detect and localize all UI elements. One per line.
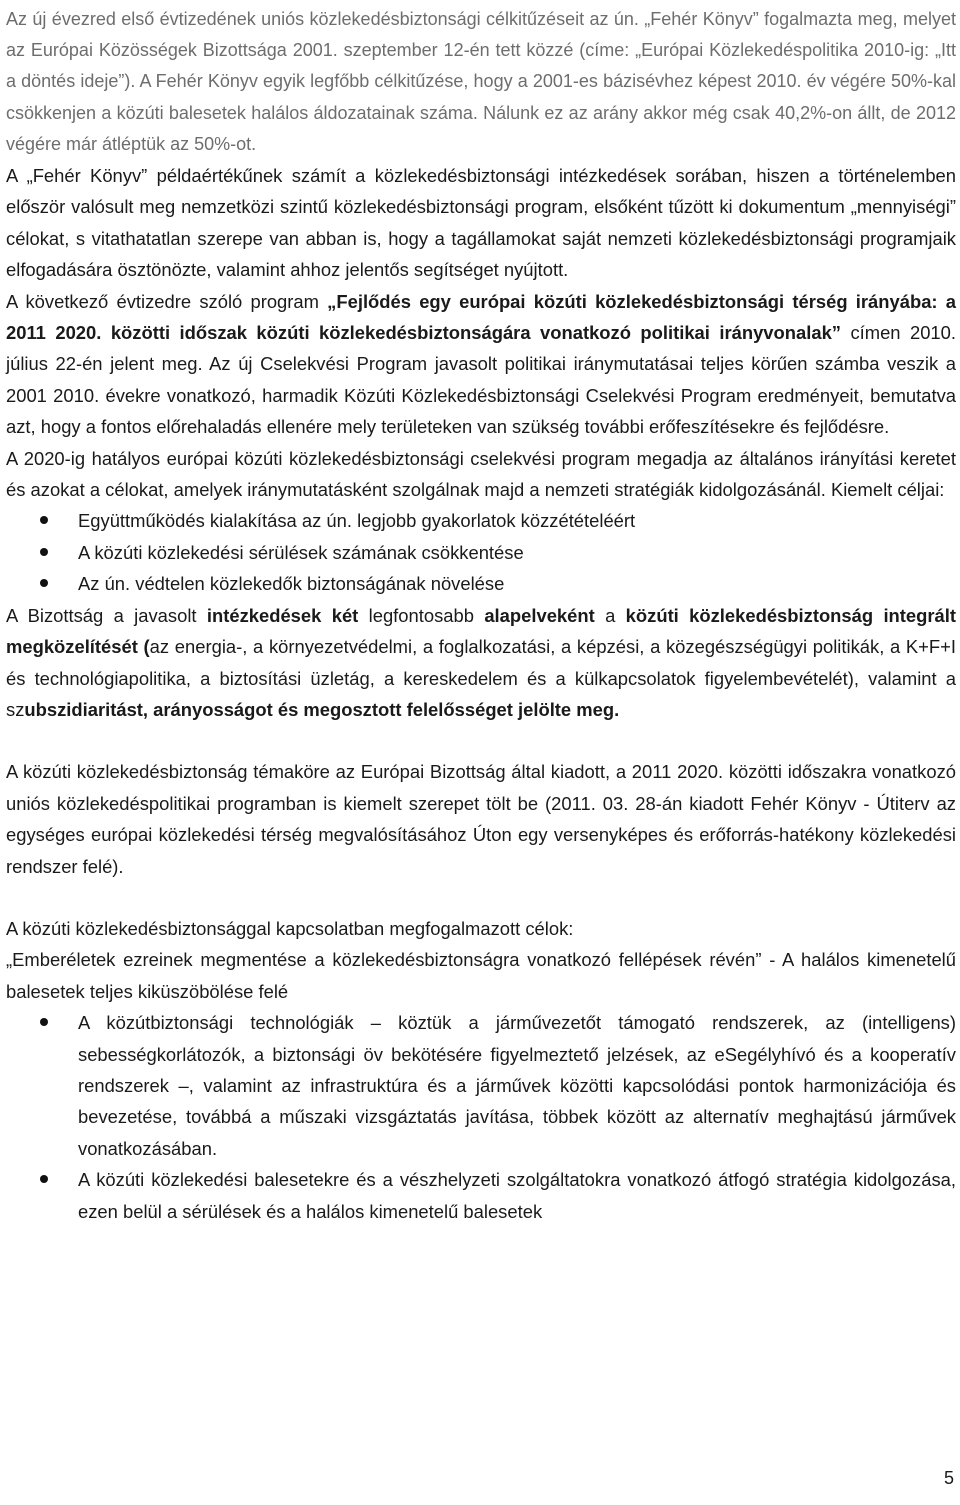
document-page	[6, 4, 956, 1227]
paragraph-commission-principles	[6, 600, 956, 726]
paragraph-2020-program: A 2020-ig hatályos európai közúti közlekedésbiztonsági cselekvési program megadja az általános irányítási keretet és azokat a célokat, amelyek iránymutatásként szolgálnak majd a nemzeti stratégiák kidolgozásánál. Kiemelt céljai:	[6, 447, 956, 501]
p5-text-3: a	[594, 604, 626, 626]
intro-text: Az új évezred első évtizedének uniós közlekedésbiztonsági célkitűzéseit az ún. „Fehér Könyv” fogalmazta meg, melyet az Európai Közösségek Bizottsága 2001. szeptember 12-én tett közzé (címe: „Európai Közlekedéspolitika 2010-ig: „Itt a döntés ideje”). A Fehér Könyv egyik legfőbb célkitűzése, hogy a 2001-es bázisévhez képest 2010. év végére 50%-kal csökkenjen a közúti balesetek halálos áldozatainak száma. Nálunk ez az arány akkor még csak 40,2%-on állt, de 2012 végére már átléptük az 50%-ot.	[6, 9, 956, 154]
paragraph-goals-heading: A közúti közlekedésbiztonsággal kapcsolatban megfogalmazott célok:	[6, 917, 574, 939]
p3-text-2: címen 2010. július 22-én jelent meg. Az új Cselekvési Program javasolt politikai iránymutatásai teljes körűen számba veszik a 2001 2010. évekre vonatkozó, harmadik Közúti Közlekedésbiztonsági Cselekvési Program eredményeit, bemutatva azt, hogy a fontos előrehaladás ellenére mely területeken van szükség további erőfeszítésekre és fejlődésre.	[6, 322, 957, 438]
spacer	[6, 882, 956, 913]
measures-list	[6, 1007, 956, 1227]
paragraph-transport-policy: A közúti közlekedésbiztonság témaköre az Európai Bizottság által kiadott, a 2011 2020. közötti időszakra vonatkozó uniós közlekedéspolitikai programban is kiemelt szerepet tölt be (2011. 03. 28-án kiadott Fehér Könyv - Útiterv az egységes európai közlekedési térség megvalósításához Úton egy versenyképes és erőforrás-hatékony közlekedési rendszer felé).	[6, 761, 956, 877]
p5-text-1: A Bizottság a javasolt	[6, 604, 207, 626]
paragraph-next-decade-program	[6, 286, 956, 443]
p5-text-2: legfontosabb	[358, 604, 485, 626]
spacer	[6, 725, 956, 756]
list-item: A közútbiztonsági technológiák – köztük a járművezetőt támogató rendszerek, az (intelligens) sebességkorlátozók, a biztonsági öv bekötésére figyelmeztető jelzések, az eSegélyhívó és a kooperatív rendszerek –, valamint az infrastruktúra és a járművek közötti kapcsolódási pontok harmonizációja és bevezetése, továbbá a műszaki vizsgáztatás javítása, többek között az alternatív meghajtású járművek vonatkozásában.	[6, 1007, 956, 1164]
program-title: „Fejlődés egy európai közúti közlekedésbiztonsági térség irányába: a 2011 2020. közötti időszak közúti közlekedésbiztonságára vonatkozó politikai irányvonalak”	[6, 290, 956, 344]
intro-paragraph	[6, 4, 956, 160]
list-item: Együttműködés kialakítása az ún. legjobb gyakorlatok közzétételéért	[6, 505, 956, 536]
goals-list	[6, 505, 956, 599]
p5-text-4: az energia-, a környezetvédelmi, a foglalkozatási, a képzési, a közegészségügyi politikák, a K+F+I és technológiapolitika, a biztosítási üzletág, a kereskedelem és a külkapcsolatok figyelembevételét), valamint a sz	[6, 636, 956, 720]
list-item: A közúti közlekedési sérülések számának csökkentése	[6, 537, 956, 568]
p3-text-1: A következő évtizedre szóló program	[6, 290, 328, 312]
page-number: 5	[943, 1468, 954, 1488]
p5-bold-4: ubszidiaritást, arányosságot és megosztott felelősséget jelölte meg.	[24, 698, 620, 720]
p5-bold-2: alapelveként	[484, 604, 595, 626]
list-item: Az ún. védtelen közlekedők biztonságának növelése	[6, 568, 956, 599]
p5-bold-1: intézkedések két	[206, 604, 359, 626]
list-item: A közúti közlekedési balesetekre és a vészhelyzeti szolgáltatokra vonatkozó átfogó stratégia kidolgozása, ezen belül a sérülések és a halálos kimenetelű balesetek	[6, 1164, 956, 1227]
paragraph-motto: „Emberéletek ezreinek megmentése a közlekedésbiztonságra vonatkozó fellépések révén” - A halálos kimenetelű balesetek teljes kiküszöbölése felé	[6, 949, 956, 1002]
paragraph-white-paper-example: A „Fehér Könyv” példaértékűnek számít a közlekedésbiztonsági intézkedések sorában, hiszen a történelemben először valósult meg nemzetközi szintű közlekedésbiztonsági program, elsőként tűzött ki dokumentum „mennyiségi” célokat, s vitathatatlan szerepe van abban is, hogy a tagállamokat saját nemzeti közlekedésbiztonsági programjaik elfogadására ösztönözte, valamint ahhoz jelentős segítséget nyújtott.	[6, 165, 956, 281]
p5-bold-3: közúti közlekedésbiztonság integrált megközelítését (	[6, 604, 956, 658]
